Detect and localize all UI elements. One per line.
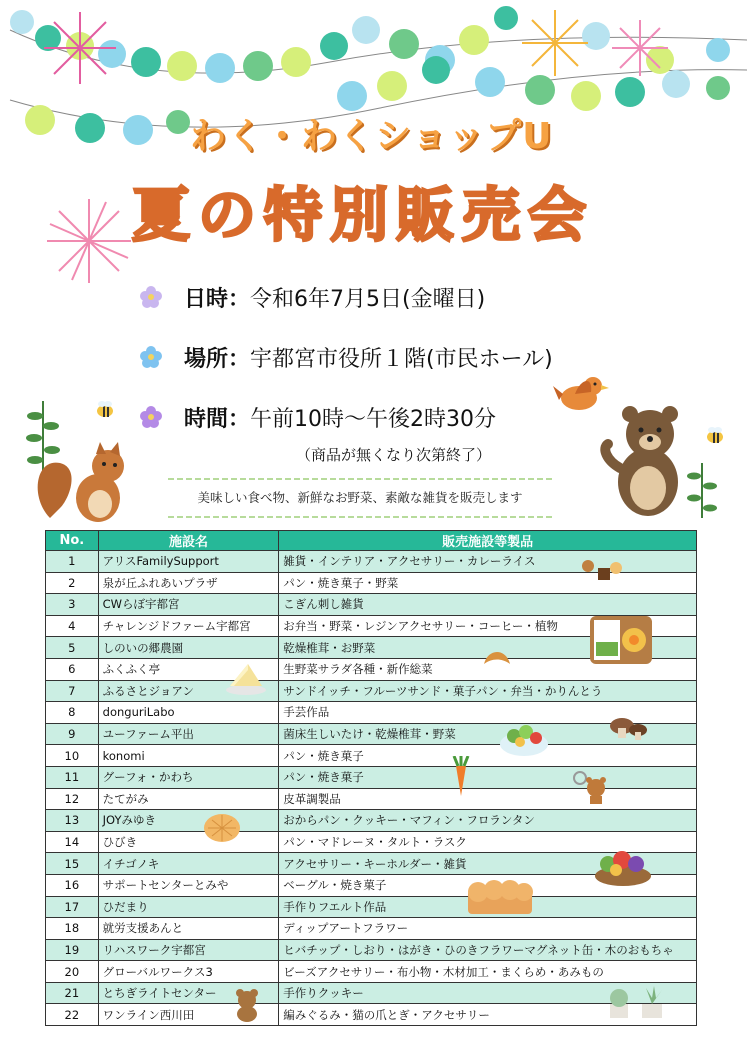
bear-illustration	[598, 400, 698, 520]
row-number: 21	[46, 982, 99, 1004]
products-cell: ヒバチップ・しおり・はがき・ひのきフラワーマグネット缶・木のおもちゃ	[279, 939, 697, 961]
bee-illustration	[704, 424, 726, 446]
vegetable-basket-illustration	[592, 842, 654, 888]
place-row	[140, 340, 553, 374]
time-value: 午前10時～午後2時30分	[250, 406, 497, 432]
time-note: （商品が無くなり次第終了）	[296, 446, 492, 464]
products-cell: ビーズアクセサリー・布小物・木材加工・まくらめ・あみもの	[279, 961, 697, 983]
products-cell: おからパン・クッキー・マフィン・フロランタン	[279, 810, 697, 832]
flower-icon	[140, 346, 162, 368]
row-number: 22	[46, 1004, 99, 1026]
table-header-row	[46, 531, 697, 551]
tagline-banner	[168, 472, 552, 524]
row-number: 10	[46, 745, 99, 767]
products-cell: 手作りフエルト作品	[279, 896, 697, 918]
facility-name: CWらぼ宇都宮	[98, 594, 279, 616]
row-number: 19	[46, 939, 99, 961]
succulent-illustration	[604, 984, 668, 1020]
products-cell: 編みぐるみ・猫の爪とぎ・アクセサリー	[279, 1004, 697, 1026]
products-cell: 雑貨・インテリア・アクセサリー・カレーライス	[279, 551, 697, 573]
date-label: 日時：	[184, 286, 251, 312]
date-value: 令和6年7月5日(金曜日)	[250, 286, 486, 312]
tagline: 美味しい食べ物、新鮮なお野菜、素敵な雑貨を販売します	[197, 490, 523, 505]
firework-burst	[44, 196, 134, 286]
products-cell: サンドイッチ・フルーツサンド・菓子パン・弁当・かりんとう	[279, 680, 697, 702]
bread-loaf-illustration	[466, 880, 534, 916]
time-row	[140, 400, 496, 434]
table-row	[46, 918, 697, 940]
table-row	[46, 896, 697, 918]
row-number: 11	[46, 766, 99, 788]
leaf-border	[168, 474, 552, 484]
row-number: 5	[46, 637, 99, 659]
shop-name: わく・わくショップU	[190, 116, 553, 157]
products-cell: パン・マドレーヌ・タルト・ラスク	[279, 831, 697, 853]
facility-name: アリスFamilySupport	[98, 551, 279, 573]
products-cell: ディップアートフラワー	[279, 918, 697, 940]
firework-burst	[610, 18, 670, 78]
mushroom-illustration	[608, 714, 648, 742]
leaf-border	[168, 512, 552, 522]
event-title: 夏の特別販売会	[132, 181, 595, 249]
products-cell: 乾燥椎茸・お野菜	[279, 637, 697, 659]
products-cell: 生野菜サラダ各種・新作総菜	[279, 658, 697, 680]
facility-name: ひだまり	[98, 896, 279, 918]
flower-icon	[140, 286, 162, 308]
facility-name: リハスワーク宇都宮	[98, 939, 279, 961]
table-row	[46, 939, 697, 961]
products-cell: パン・焼き菓子・野菜	[279, 572, 697, 594]
facility-name: konomi	[98, 745, 279, 767]
products-cell: アクセサリー・キーホルダー・雑貨	[279, 853, 697, 875]
facility-name: たてがみ	[98, 788, 279, 810]
table-row	[46, 723, 697, 745]
row-number: 7	[46, 680, 99, 702]
facility-name: ふくふく亭	[98, 658, 279, 680]
facility-name: グーフォ・かわち	[98, 766, 279, 788]
row-number: 20	[46, 961, 99, 983]
carrot-illustration	[446, 756, 476, 798]
facility-name: グローバルワークス3	[98, 961, 279, 983]
table-row	[46, 702, 697, 724]
row-number: 18	[46, 918, 99, 940]
products-cell: 皮革調製品	[279, 788, 697, 810]
croissant-illustration	[482, 646, 512, 668]
row-number: 16	[46, 874, 99, 896]
facility-name: イチゴノキ	[98, 853, 279, 875]
facility-name: ひびき	[98, 831, 279, 853]
squirrel-illustration	[30, 438, 140, 528]
row-number: 1	[46, 551, 99, 573]
facility-name: donguriLabo	[98, 702, 279, 724]
facility-name: 就労支援あんと	[98, 918, 279, 940]
products-cell: 手芸作品	[279, 702, 697, 724]
row-number: 12	[46, 788, 99, 810]
bee-illustration	[94, 398, 116, 420]
table-row	[46, 745, 697, 767]
table-row	[46, 1004, 697, 1026]
table-row	[46, 810, 697, 832]
products-cell: ベーグル・焼き菓子	[279, 874, 697, 896]
column-header-no: No.	[46, 531, 99, 551]
table-row	[46, 982, 697, 1004]
table-row	[46, 680, 697, 702]
cake-illustration	[224, 656, 268, 696]
bear-toy-illustration	[232, 988, 262, 1022]
facility-name: サポートセンターとみや	[98, 874, 279, 896]
row-number: 13	[46, 810, 99, 832]
column-header-products: 販売施設等製品	[279, 531, 697, 551]
facility-name: ふるさとジョアン	[98, 680, 279, 702]
facility-name: ユーファーム平出	[98, 723, 279, 745]
melonpan-illustration	[202, 812, 242, 844]
flower-icon	[140, 406, 162, 428]
bento-illustration	[588, 612, 654, 668]
row-number: 14	[46, 831, 99, 853]
facility-name: しのいの郷農園	[98, 637, 279, 659]
facility-name: JOYみゆき	[98, 810, 279, 832]
bear-toy-illustration	[570, 770, 610, 806]
row-number: 2	[46, 572, 99, 594]
column-header-facility: 施設名	[98, 531, 279, 551]
facility-name: とちぎライトセンター	[98, 982, 279, 1004]
row-number: 17	[46, 896, 99, 918]
row-number: 8	[46, 702, 99, 724]
row-number: 15	[46, 853, 99, 875]
time-label: 時間：	[184, 406, 251, 432]
row-number: 9	[46, 723, 99, 745]
products-cell: お弁当・野菜・レジンアクセサリー・コーヒー・植物	[279, 615, 697, 637]
place-label: 場所：	[184, 346, 251, 372]
table-row	[46, 961, 697, 983]
row-number: 4	[46, 615, 99, 637]
facility-name: 泉が丘ふれあいプラザ	[98, 572, 279, 594]
firework-burst	[520, 8, 590, 78]
firework-burst	[40, 8, 120, 88]
products-cell: パン・焼き菓子	[279, 745, 697, 767]
facility-name: チャレンジドファーム宇都宮	[98, 615, 279, 637]
salad-illustration	[498, 718, 550, 758]
cookie-illustration	[580, 558, 624, 582]
products-cell: 菌床生しいたけ・乾燥椎茸・野菜	[279, 723, 697, 745]
products-cell: パン・焼き菓子	[279, 766, 697, 788]
products-cell: こぎん刺し雑貨	[279, 594, 697, 616]
row-number: 6	[46, 658, 99, 680]
products-cell: 手作りクッキー	[279, 982, 697, 1004]
date-row	[140, 280, 485, 314]
place-value: 宇都宮市役所１階(市民ホール)	[250, 346, 553, 372]
facility-name: ワンライン西川田	[98, 1004, 279, 1026]
row-number: 3	[46, 594, 99, 616]
